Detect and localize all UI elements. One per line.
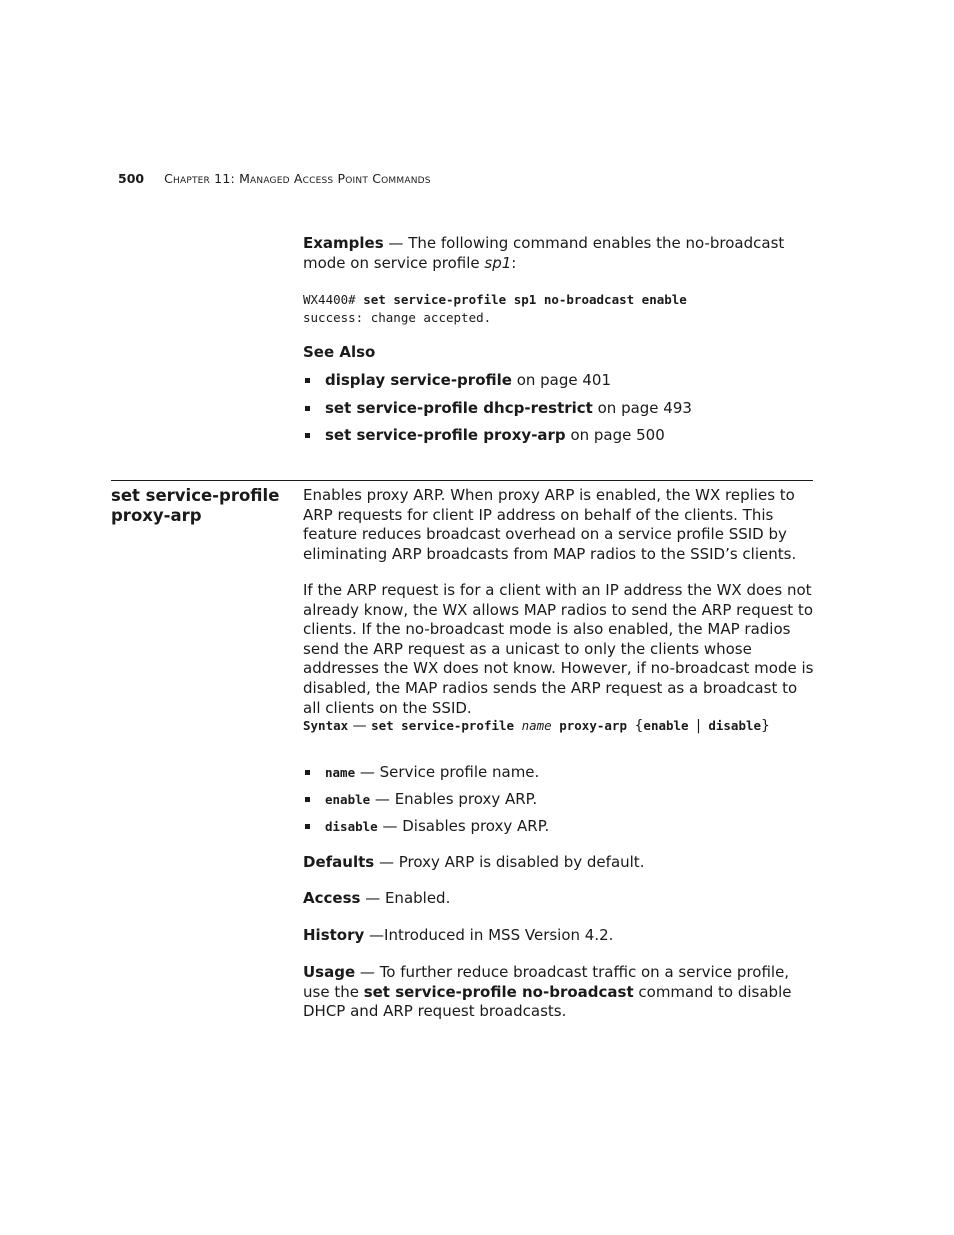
syntax-disable: disable	[708, 718, 762, 733]
see-also-command: display service-profile	[325, 371, 512, 389]
examples-paragraph	[303, 234, 813, 273]
bullet-icon	[305, 824, 310, 829]
access-paragraph	[303, 889, 815, 909]
page-header	[118, 171, 431, 186]
access-label: Access	[303, 889, 361, 907]
parameter-desc: — Service profile name.	[355, 763, 540, 781]
see-also-command: set service-profile proxy-arp	[325, 426, 566, 444]
description-paragraph-2: If the ARP request is for a client with an IP address the WX does not already know, the WX allows MAP radios to send the ARP request to clients. If the no-broadcast mode is also enabled, the MAP radios send the ARP request as a unicast to only the clients whose addresses the WX does not know. However, if no-broadcast mode is disabled, the MAP radios sends the ARP request as a broadcast to all clients on the SSID.	[303, 581, 814, 717]
syntax-dash: —	[348, 718, 372, 734]
usage-command: set service-profile no-broadcast	[363, 982, 634, 1001]
usage-text-1: — To further reduce broadcast traffic on a service profile, use the	[303, 963, 790, 1001]
syntax-name-arg: name	[521, 718, 552, 733]
bullet-icon	[305, 770, 310, 775]
examples-end: :	[511, 253, 517, 272]
see-also-list	[303, 370, 813, 453]
see-also-item[interactable]	[303, 370, 813, 398]
history-paragraph	[303, 926, 815, 946]
parameter-desc: — Enables proxy ARP.	[370, 790, 538, 808]
see-also-item[interactable]	[303, 398, 813, 426]
see-also-heading: See Also	[303, 343, 376, 361]
bullet-icon	[305, 433, 310, 438]
see-also-page: on page 500	[565, 426, 665, 444]
parameter-name: disable	[325, 819, 378, 834]
examples-profile: sp1	[484, 253, 512, 272]
syntax-command: set service-profile	[371, 718, 515, 733]
defaults-text: — Proxy ARP is disabled by default.	[374, 853, 645, 871]
code-command: set service-profile sp1 no-broadcast enable	[363, 292, 687, 307]
access-text: — Enabled.	[360, 889, 451, 907]
parameter-item	[303, 762, 813, 789]
history-text: —Introduced in MSS Version 4.2.	[364, 926, 614, 944]
code-command-line	[303, 291, 687, 309]
syntax-pipe: |	[696, 718, 701, 734]
parameter-list	[303, 762, 813, 843]
see-also-page: on page 493	[592, 398, 692, 417]
parameter-name: enable	[325, 792, 371, 807]
chapter-title: Chapter 11: Managed Access Point Commands	[164, 171, 431, 186]
parameter-desc: — Disables proxy ARP.	[377, 817, 550, 835]
syntax-label: Syntax	[303, 718, 349, 733]
bullet-icon	[305, 406, 310, 411]
bullet-icon	[305, 378, 310, 383]
page-number: 500	[118, 171, 145, 186]
usage-label: Usage	[303, 963, 356, 981]
see-also-item[interactable]	[303, 425, 813, 453]
syntax-line	[303, 716, 815, 736]
code-prompt: WX4400#	[303, 292, 364, 307]
defaults-paragraph	[303, 853, 815, 873]
syntax-open-brace: {	[634, 718, 644, 734]
code-output: success: change accepted.	[303, 310, 492, 325]
section-divider	[111, 480, 813, 481]
syntax-command-2: proxy-arp	[559, 718, 627, 733]
parameter-name: name	[325, 765, 356, 780]
usage-paragraph	[303, 963, 815, 1022]
code-example	[303, 291, 687, 327]
section-title: set service-profile proxy-arp	[111, 486, 280, 525]
description-paragraph-1: Enables proxy ARP. When proxy ARP is enabled, the WX replies to ARP requests for client IP address on behalf of the clients. This feature reduces broadcast overhead on a service profile SSID by eliminating ARP broadcasts from MAP radios to the SSID’s clients.	[303, 486, 797, 563]
defaults-label: Defaults	[303, 853, 375, 871]
see-also-command: set service-profile dhcp-restrict	[325, 398, 593, 417]
syntax-close-brace: }	[761, 718, 770, 734]
parameter-item	[303, 789, 813, 816]
syntax-enable: enable	[643, 718, 689, 733]
examples-text: — The following command enables the no-broadcast mode on service profile	[303, 234, 785, 272]
parameter-item	[303, 816, 813, 843]
history-label: History	[303, 926, 365, 944]
examples-label: Examples	[303, 234, 384, 252]
usage-text-2: command to disable DHCP and ARP request broadcasts.	[303, 982, 792, 1021]
see-also-page: on page 401	[511, 371, 612, 389]
bullet-icon	[305, 797, 310, 802]
